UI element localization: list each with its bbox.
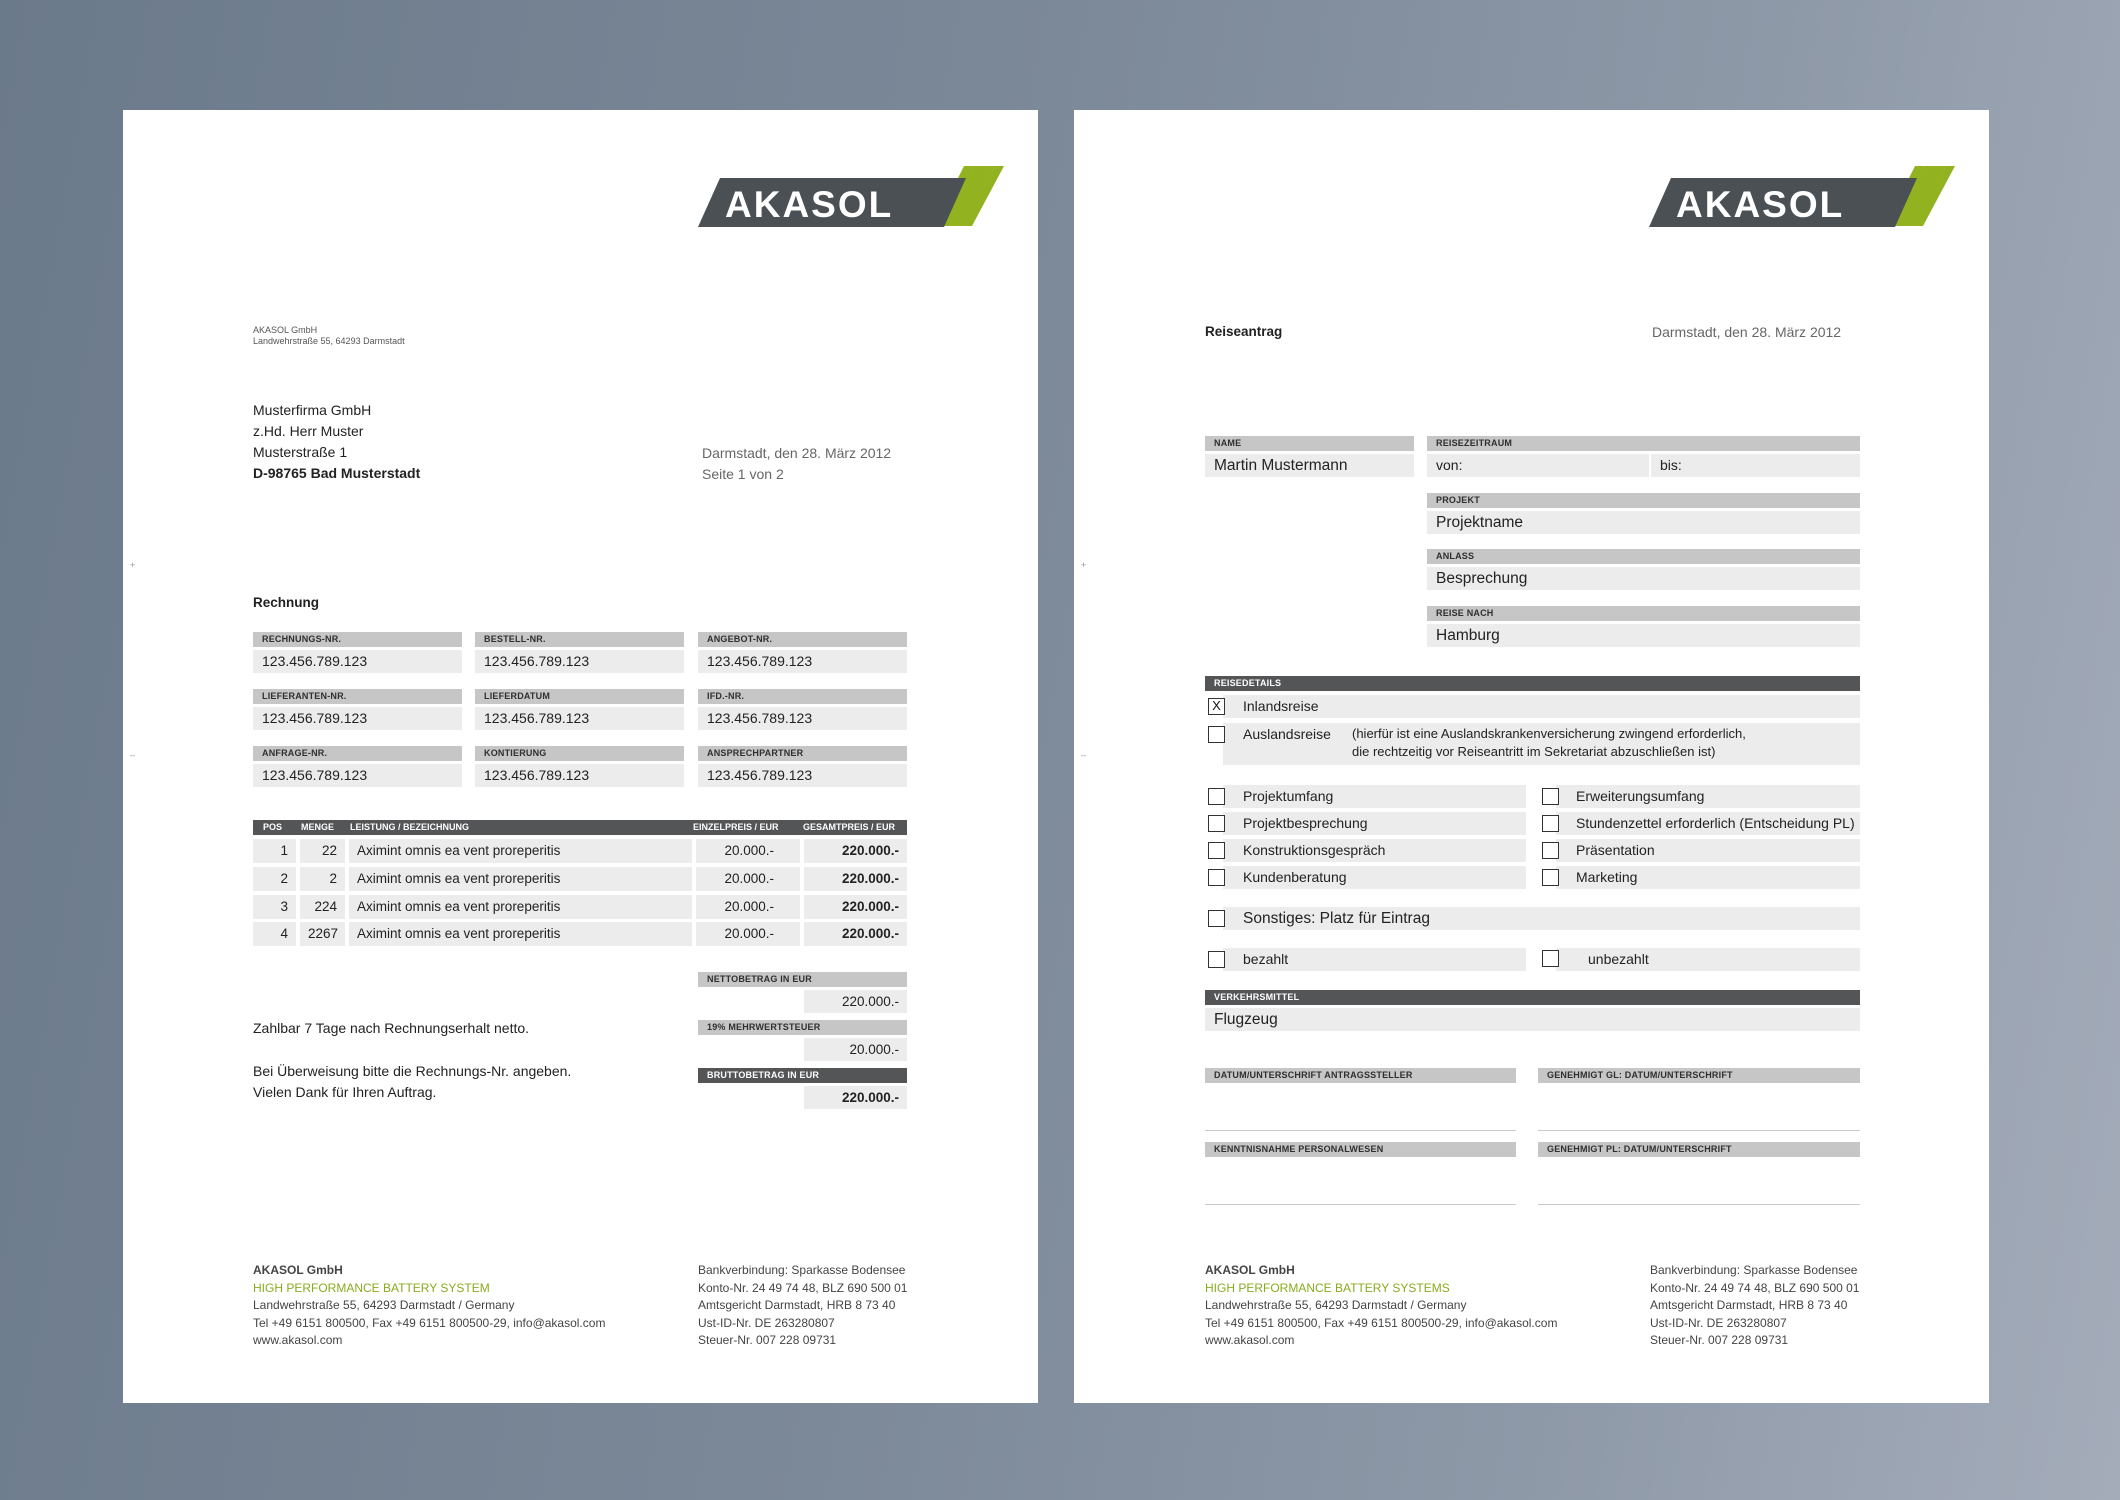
footer-bank: [1650, 1262, 1859, 1350]
unpaid-label: unbezahlt: [1588, 951, 1649, 967]
project-input[interactable]: Projektname: [1427, 511, 1860, 534]
footer-contact: Tel +49 6151 800500, Fax +49 6151 800500-29, info@akasol.com: [253, 1315, 606, 1330]
payment-note: Zahlbar 7 Tage nach Rechnungserhalt netto.: [253, 1020, 530, 1036]
option-label: Konstruktionsgespräch: [1243, 842, 1386, 858]
option-row: [1223, 839, 1526, 862]
field-value[interactable]: 123.456.789.123: [475, 650, 684, 673]
footer-bank-line: Bankverbindung: Sparkasse Bodensee: [1650, 1263, 1858, 1277]
option-checkbox[interactable]: [1208, 815, 1225, 832]
cell-description: Aximint omnis ea vent proreperitis: [349, 922, 692, 946]
sig-gl-label: GENEHMIGT GL: DATUM/UNTERSCHRIFT: [1538, 1068, 1860, 1083]
cell-menge: 2: [300, 867, 345, 891]
footer-website[interactable]: www.akasol.com: [1205, 1333, 1295, 1347]
footer-bank-line: Konto-Nr. 24 49 74 48, BLZ 690 500 01: [1650, 1280, 1860, 1295]
cell-description: Aximint omnis ea vent proreperitis: [349, 839, 692, 863]
option-row: [1556, 866, 1860, 889]
recipient-block: [253, 400, 420, 484]
recipient-line: z.Hd. Herr Muster: [253, 423, 364, 439]
cell-menge: 2267: [300, 922, 345, 946]
domestic-label: Inlandsreise: [1243, 698, 1319, 714]
header-total-price: GESAMTPREIS / EUR: [803, 822, 896, 832]
option-row: [1556, 785, 1860, 808]
recipient-line: D-98765 Bad Musterstadt: [253, 465, 421, 481]
field-value[interactable]: 123.456.789.123: [253, 764, 462, 787]
field-value[interactable]: 123.456.789.123: [698, 764, 907, 787]
field-value[interactable]: 123.456.789.123: [253, 707, 462, 730]
option-label: Projektumfang: [1243, 788, 1334, 804]
header-pos: POS: [263, 822, 283, 832]
option-label: Präsentation: [1576, 842, 1655, 858]
option-checkbox[interactable]: [1542, 815, 1559, 832]
period-label: REISEZEITRAUM: [1427, 436, 1860, 451]
field-value[interactable]: 123.456.789.123: [698, 650, 907, 673]
cell-menge: 224: [300, 895, 345, 919]
footer-address: Landwehrstraße 55, 64293 Darmstadt / Germany: [1205, 1298, 1467, 1312]
net-value: 220.000.-: [804, 990, 907, 1013]
travel-request-page: AKASOL Reiseantrag Darmstadt, den 28. März 2012 + – NAME Martin Mustermann REISEZEITRAUM von: bis: PROJEKT Projektname ANLASS Besprechung REISE NACH Hamburg REISEDETAILS Inlandsreise X Auslandsreise (hierfür ist eine Auslandskrankenversicherung zwingend erforderlich, die rechtzeitig vor Reiseantritt im Sekretariat abzuschließen ist) Projektumfang Erweiterungsumfang Projektbesprechung Stundenzettel erforderlich (Entscheidung PL) Konstruktionsgespräch Präsentation Kundenberatung Marketing Sonstiges: Platz für Eintrag bezahlt unbezahlt VERKEHRSMITTEL Flugzeug DATUM/UNTERSCHRIFT ANTRAGSSTELLER GENEHMIGT GL: DATUM/UNTERSCHRIFT KENNTNISNAHME PERSONALWESEN GENEHMIGT PL: DATUM/UNTERSCHRIFT AKASOL GmbH HIGH PERFORMANCE BATTERY SYSTEMS Landwehrstraße 55, 64293 Darmstadt / Germany Tel +49 6151 800500, Fax +49 6151 800500-29, info@akasol.com www.akasol.com Bankverbindung: Sparkasse Bodensee Konto-Nr. 24 49 74 48, BLZ 690 500 01 Amtsgericht Darmstadt, HRB 8 73 40 Ust-ID-Nr. DE 263280807 Steuer-Nr. 007 228 09731: [1074, 110, 1989, 1403]
cell-description: Aximint omnis ea vent proreperitis: [349, 895, 692, 919]
footer-bank-line: Amtsgericht Darmstadt, HRB 8 73 40: [698, 1298, 896, 1312]
domestic-checkbox[interactable]: X: [1208, 698, 1225, 715]
cell-pos: 4: [253, 922, 296, 946]
period-from-input[interactable]: [1427, 454, 1649, 477]
field-value[interactable]: 123.456.789.123: [475, 764, 684, 787]
footer-company: [1205, 1262, 1557, 1350]
footer-company: [253, 1262, 605, 1350]
akasol-logo: [698, 160, 1004, 240]
option-row: [1556, 839, 1860, 862]
thanks-note: Vielen Dank für Ihren Auftrag.: [253, 1084, 437, 1100]
field-label: IFD.-NR.: [698, 689, 907, 704]
paid-checkbox[interactable]: [1208, 951, 1225, 968]
abroad-note-line: (hierfür ist eine Auslandskrankenversicherung zwingend erforderlich,: [1352, 726, 1746, 741]
footer-website[interactable]: www.akasol.com: [253, 1333, 343, 1347]
recipient-line: Musterfirma GmbH: [253, 402, 372, 418]
unpaid-checkbox[interactable]: [1542, 950, 1559, 967]
option-checkbox[interactable]: [1542, 842, 1559, 859]
option-row: [1223, 785, 1526, 808]
option-label: Stundenzettel erforderlich (Entscheidung PL): [1576, 815, 1855, 831]
option-checkbox[interactable]: [1542, 788, 1559, 805]
invoice-title: Rechnung: [253, 595, 319, 610]
cell-unit-price: 20.000.-: [696, 895, 800, 919]
sig-gl-line[interactable]: [1538, 1130, 1860, 1131]
option-checkbox[interactable]: [1208, 869, 1225, 886]
header-description: LEISTUNG / BEZEICHNUNG: [350, 822, 470, 832]
occasion-input[interactable]: Besprechung: [1427, 567, 1860, 590]
destination-label: REISE NACH: [1427, 606, 1860, 621]
destination-input[interactable]: Hamburg: [1427, 624, 1860, 647]
from-label: von:: [1436, 457, 1463, 473]
footer-bank-line: Amtsgericht Darmstadt, HRB 8 73 40: [1650, 1298, 1848, 1312]
form-date: Darmstadt, den 28. März 2012: [1652, 324, 1842, 340]
svg-text:AKASOL: AKASOL: [725, 184, 894, 225]
cell-unit-price: 20.000.-: [696, 922, 800, 946]
option-row: [1223, 812, 1526, 835]
sig-applicant-line[interactable]: [1205, 1130, 1516, 1131]
net-label: NETTOBETRAG IN EUR: [698, 972, 907, 987]
sig-hr-line[interactable]: [1205, 1204, 1516, 1205]
field-label: ANSPRECHPARTNER: [698, 746, 907, 761]
transport-input[interactable]: Flugzeug: [1205, 1008, 1860, 1031]
sig-hr-label: KENNTNISNAHME PERSONALWESEN: [1205, 1142, 1516, 1157]
cell-pos: 3: [253, 895, 296, 919]
akasol-logo: [1649, 160, 1955, 240]
name-input[interactable]: Martin Mustermann: [1205, 454, 1414, 477]
footer-bank-line: Ust-ID-Nr. DE 263280807: [1650, 1315, 1787, 1330]
page-info: Seite 1 von 2: [702, 466, 784, 482]
invoice-date: Darmstadt, den 28. März 2012: [702, 445, 892, 461]
abroad-label: Auslandsreise: [1243, 726, 1331, 742]
paid-label: bezahlt: [1243, 951, 1289, 967]
period-to-input[interactable]: [1651, 454, 1860, 477]
option-label: Kundenberatung: [1243, 869, 1347, 885]
option-label: Projektbesprechung: [1243, 815, 1368, 831]
recipient-line: Musterstraße 1: [253, 444, 348, 460]
field-value[interactable]: 123.456.789.123: [253, 650, 462, 673]
footer-bank: [698, 1262, 907, 1350]
footer-company-name: AKASOL GmbH: [1205, 1263, 1295, 1277]
other-input[interactable]: Sonstiges: Platz für Eintrag: [1223, 907, 1860, 930]
abroad-note-line: die rechtzeitig vor Reiseantritt im Sekretariat abzuschließen ist): [1352, 744, 1716, 759]
footer-contact: Tel +49 6151 800500, Fax +49 6151 800500-29, info@akasol.com: [1205, 1315, 1558, 1330]
footer-address: Landwehrstraße 55, 64293 Darmstadt / Germany: [253, 1298, 515, 1312]
option-label: Erweiterungsumfang: [1576, 788, 1705, 804]
cell-total-price: 220.000.-: [804, 867, 907, 891]
transfer-note: Bei Überweisung bitte die Rechnungs-Nr. angeben.: [253, 1063, 572, 1079]
cell-pos: 2: [253, 867, 296, 891]
paid-row: [1223, 948, 1526, 971]
field-value[interactable]: 123.456.789.123: [475, 707, 684, 730]
form-title: Reiseantrag: [1205, 324, 1283, 339]
sig-applicant-label: DATUM/UNTERSCHRIFT ANTRAGSSTELLER: [1205, 1068, 1516, 1083]
to-label: bis:: [1660, 457, 1682, 473]
domestic-row: [1223, 695, 1860, 718]
footer-company-name: AKASOL GmbH: [253, 1263, 343, 1277]
option-checkbox[interactable]: [1208, 842, 1225, 859]
field-label: KONTIERUNG: [475, 746, 684, 761]
field-label: LIEFERANTEN-NR.: [253, 689, 462, 704]
field-label: LIEFERDATUM: [475, 689, 684, 704]
field-label: ANFRAGE-NR.: [253, 746, 462, 761]
footer-bank-line: Konto-Nr. 24 49 74 48, BLZ 690 500 01: [698, 1280, 908, 1295]
transport-label: VERKEHRSMITTEL: [1205, 990, 1860, 1005]
option-row: [1556, 812, 1860, 835]
cell-unit-price: 20.000.-: [696, 867, 800, 891]
footer-bank-line: Steuer-Nr. 007 228 09731: [1650, 1333, 1789, 1347]
footer-bank-line: Ust-ID-Nr. DE 263280807: [698, 1315, 835, 1330]
field-value[interactable]: 123.456.789.123: [698, 707, 907, 730]
project-label: PROJEKT: [1427, 493, 1860, 508]
other-checkbox[interactable]: [1208, 910, 1225, 927]
sender-line-2: Landwehrstraße 55, 64293 Darmstadt: [253, 336, 405, 346]
occasion-label: ANLASS: [1427, 549, 1860, 564]
option-checkbox[interactable]: [1208, 788, 1225, 805]
sender-line-1: AKASOL GmbH: [253, 325, 318, 335]
cell-menge: 22: [300, 839, 345, 863]
svg-text:AKASOL: AKASOL: [1676, 184, 1845, 225]
cell-unit-price: 20.000.-: [696, 839, 800, 863]
footer-tagline: HIGH PERFORMANCE BATTERY SYSTEMS: [1205, 1280, 1450, 1295]
sig-pl-label: GENEHMIGT PL: DATUM/UNTERSCHRIFT: [1538, 1142, 1860, 1157]
option-row: [1223, 866, 1526, 889]
cell-total-price: 220.000.-: [804, 839, 907, 863]
footer-bank-line: Bankverbindung: Sparkasse Bodensee: [698, 1263, 906, 1277]
cell-total-price: 220.000.-: [804, 895, 907, 919]
footer-tagline: HIGH PERFORMANCE BATTERY SYSTEM: [253, 1280, 490, 1295]
vat-label: 19% MEHRWERTSTEUER: [698, 1020, 907, 1035]
option-checkbox[interactable]: [1542, 869, 1559, 886]
cell-description: Aximint omnis ea vent proreperitis: [349, 867, 692, 891]
sig-pl-line[interactable]: [1538, 1204, 1860, 1205]
header-menge: MENGE: [301, 822, 335, 832]
gross-label: BRUTTOBETRAG IN EUR: [698, 1068, 907, 1083]
details-label: REISEDETAILS: [1205, 676, 1860, 691]
option-label: Marketing: [1576, 869, 1638, 885]
header-unit-price: EINZELPREIS / EUR: [693, 822, 779, 832]
cell-total-price: 220.000.-: [804, 922, 907, 946]
abroad-checkbox[interactable]: [1208, 726, 1225, 743]
name-label: NAME: [1205, 436, 1414, 451]
abroad-note: [1352, 725, 1746, 761]
cell-pos: 1: [253, 839, 296, 863]
gross-value: 220.000.-: [804, 1086, 907, 1109]
field-label: RECHNUNGS-NR.: [253, 632, 462, 647]
footer-bank-line: Steuer-Nr. 007 228 09731: [698, 1333, 837, 1347]
field-label: BESTELL-NR.: [475, 632, 684, 647]
invoice-page: AKASOL AKASOL GmbH Landwehrstraße 55, 64293 Darmstadt Musterfirma GmbH z.Hd. Herr Muster Musterstraße 1 D-98765 Bad Musterstadt Darmstadt, den 28. März 2012 Seite 1 von 2 + – Rechnung RECHNUNGS-NR. 123.456.789.123 BESTELL-NR. 123.456.789.123 ANGEBOT-NR. 123.456.789.123 LIEFERANTEN-NR. 123.456.789.123 LIEFERDATUM 123.456.789.123 IFD.-NR. 123.456.789.123 ANFRAGE-NR. 123.456.789.123 KONTIERUNG 123.456.789.123 ANSPRECHPARTNER 123.456.789.123 POS MENGE LEISTUNG / BEZEICHNUNG EINZELPREIS / EUR GESAMTPREIS / EUR 1 22 Aximint omnis ea vent proreperitis 20.000.- 220.000.- 2 2 Aximint omnis ea vent proreperitis 20.000.- 220.000.- 3 224 Aximint omnis ea vent proreperitis 20.000.- 220.000.- 4 2267 Aximint omnis ea vent proreperitis 20.000.- 220.000.- NETTOBETRAG IN EUR 220.000.- 19% MEHRWERTSTEUER 20.000.- BRUTTOBETRAG IN EUR 220.000.- Zahlbar 7 Tage nach Rechnungserhalt netto. Bei Überweisung bitte die Rechnungs-Nr. angeben. Vielen Dank für Ihren Auftrag. AKASOL GmbH HIGH PERFORMANCE BATTERY SYSTEM Landwehrstraße 55, 64293 Darmstadt / Germany Tel +49 6151 800500, Fax +49 6151 800500-29, info@akasol.com www.akasol.com Bankverbindung: Sparkasse Bodensee Konto-Nr. 24 49 74 48, BLZ 690 500 01 Amtsgericht Darmstadt, HRB 8 73 40 Ust-ID-Nr. DE 263280807 Steuer-Nr. 007 228 09731: [123, 110, 1038, 1403]
field-label: ANGEBOT-NR.: [698, 632, 907, 647]
unpaid-row: [1556, 948, 1860, 971]
vat-value: 20.000.-: [804, 1038, 907, 1061]
